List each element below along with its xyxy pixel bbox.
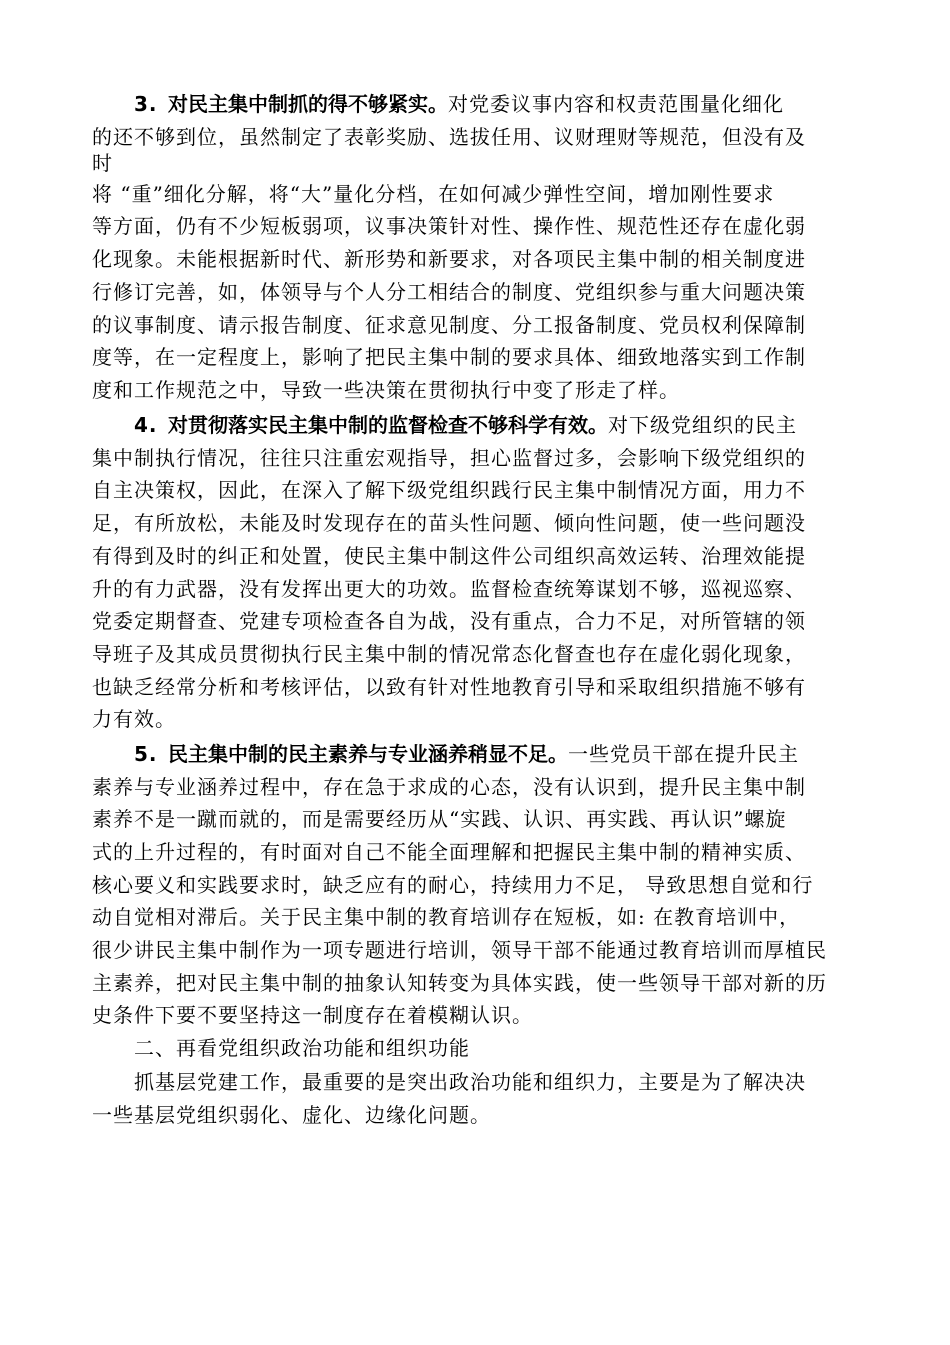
- section-3-line: 度等，在一定程度上，影响了把民主集中制的要求具体、细致地落实到工作制: [92, 345, 806, 369]
- section-5-line: 史条件下要不要坚持这一制度存在着模糊认识。: [92, 1003, 533, 1027]
- part-2-line: 一些基层党组织弱化、虚化、边缘化问题。: [92, 1103, 491, 1127]
- section-3-number: 3.: [134, 92, 158, 116]
- section-4-line: 力有效。: [92, 707, 176, 731]
- section-3-line: 的还不够到位，虽然制定了表彰奖励、选拔任用、议财理财等规范，但没有及: [92, 125, 806, 149]
- section-4-line: 有得到及时的纠正和处置，使民主集中制这件公司组织高效运转、治理效能提: [92, 544, 806, 568]
- section-5-line: 很少讲民主集中制作为一项专题进行培训，领导干部不能通过教育培训而厚植民: [92, 938, 827, 962]
- section-4-line: 集中制执行情况，往往只注重宏观指导，担心监督过多，会影响下级党组织的: [92, 446, 806, 470]
- section-4-line: 升的有力武器，没有发挥出更大的功效。监督检查统筹谋划不够，巡视巡察、: [92, 577, 806, 601]
- section-3-line: 度和工作规范之中，导致一些决策在贯彻执行中变了形走了样。: [92, 378, 680, 402]
- section-5-line: 核心要义和实践要求时，缺乏应有的耐心，持续用力不足， 导致思想自觉和行: [92, 873, 814, 897]
- section-4-line: 党委定期督查、党建专项检查各自为战，没有重点，合力不足，对所管辖的领: [92, 609, 806, 633]
- section-5-line: 式的上升过程的，有时面对自己不能全面理解和把握民主集中制的精神实质、: [92, 840, 806, 864]
- section-3-line: 化现象。未能根据新时代、新形势和新要求，对各项民主集中制的相关制度进: [92, 247, 806, 271]
- section-3-line: 时: [92, 151, 113, 175]
- section-5-line: 动自觉相对滞后。关于民主集中制的教育培训存在短板，如: 在教育培训中，: [92, 905, 801, 929]
- section-3-line: 行修订完善，如，体领导与个人分工相结合的制度、党组织参与重大问题决策: [92, 280, 806, 304]
- part-2-line: 抓基层党建工作，最重要的是突出政治功能和组织力，主要是为了解决决: [134, 1070, 806, 1094]
- section-4-first-line: [134, 409, 797, 441]
- section-3-heading: 对民主集中制抓的得不够紧实。: [168, 92, 448, 116]
- part-2-heading: 二、再看党组织政治功能和组织功能: [134, 1036, 470, 1060]
- section-5-line: 素养与专业涵养过程中，存在急于求成的心态，没有认识到，提升民主集中制: [92, 775, 806, 799]
- section-5-heading: 民主集中制的民主素养与专业涵养稍显不足。: [168, 742, 568, 766]
- section-4-text: 对下级党组织的民主: [608, 413, 797, 437]
- section-3-line: 等方面，仍有不少短板弱项，议事决策针对性、操作性、规范性还存在虚化弱: [92, 214, 806, 238]
- section-5-line: 主素养，把对民主集中制的抽象认知转变为具体实践，使一些领导干部对新的历: [92, 971, 827, 995]
- section-5-text: 一些党员干部在提升民主: [568, 742, 799, 766]
- section-5-number: 5.: [134, 742, 158, 766]
- section-4-line: 足，有所放松，未能及时发现存在的苗头性问题、倾向性问题，使一些问题没: [92, 511, 806, 535]
- section-4-number: 4.: [134, 413, 158, 437]
- section-5-first-line: [134, 738, 799, 770]
- section-4-line: 自主决策权，因此，在深入了解下级党组织践行民主集中制情况方面，用力不: [92, 478, 806, 502]
- section-3-line: 的议事制度、请示报告制度、征求意见制度、分工报备制度、党员权利保障制: [92, 313, 806, 337]
- section-4-line: 也缺乏经常分析和考核评估，以致有针对性地教育引导和采取组织措施不够有: [92, 675, 806, 699]
- section-4-line: 导班子及其成员贯彻执行民主集中制的情况常态化督查也存在虚化弱化现象，: [92, 642, 806, 666]
- section-3-text: 对党委议事内容和权责范围量化细化: [448, 92, 784, 116]
- section-3-first-line: [134, 88, 784, 120]
- section-5-line: 素养不是一蹴而就的，而是需要经历从“实践、认识、再实践、再认识”螺旋: [92, 807, 787, 831]
- section-3-line: 将 “重”细化分解，将“大”量化分档，在如何减少弹性空间，增加刚性要求: [92, 182, 775, 206]
- section-4-heading: 对贯彻落实民主集中制的监督检查不够科学有效。: [168, 413, 608, 437]
